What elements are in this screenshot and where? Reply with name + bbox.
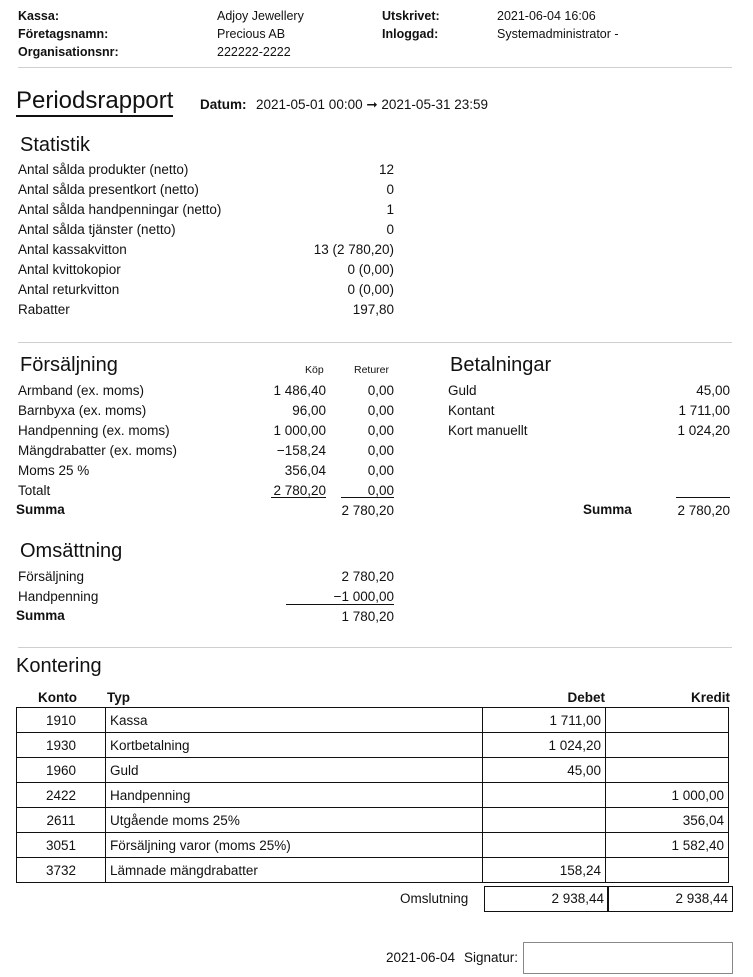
inloggad-value: Systemadministrator - <box>497 27 619 41</box>
statistik-divider <box>18 342 732 343</box>
stat-row-label: Antal sålda produkter (netto) <box>18 162 189 177</box>
stat-row-value: 0 <box>386 182 394 197</box>
table-row <box>17 733 729 758</box>
omsattning-row-value: 2 780,20 <box>341 569 394 584</box>
stat-row-value: 13 (2 780,20) <box>313 242 394 257</box>
table-row <box>17 758 729 783</box>
signatur-label: Signatur: <box>464 950 519 965</box>
utskrivet-label: Utskrivet: <box>382 9 440 23</box>
betalning-row-value: 1 024,20 <box>677 423 730 438</box>
forsaljning-row-returer: 0,00 <box>367 423 394 438</box>
stat-row-value: 12 <box>378 162 394 177</box>
omsattning-divider <box>18 647 732 648</box>
signature-box[interactable] <box>523 942 733 974</box>
forsaljning-row-returer: 0,00 <box>367 463 394 478</box>
kontering-cell-debet: 158,24 <box>483 858 606 883</box>
stat-row-label: Antal returkvitton <box>18 282 120 297</box>
org-label: Organisationsnr: <box>18 45 119 59</box>
forsaljning-row-kop: 2 780,20 <box>273 483 326 498</box>
kontering-cell-kredit <box>606 708 729 733</box>
kontering-cell-debet <box>483 808 606 833</box>
table-row <box>17 833 729 858</box>
inloggad-label: Inloggad: <box>382 27 439 41</box>
debet-header: Debet <box>567 690 605 705</box>
kontering-cell-konto: 2611 <box>17 808 106 833</box>
omsattning-summa-value: 1 780,20 <box>341 609 394 624</box>
kassa-label: Kassa: <box>18 9 59 23</box>
betalningar-summa-value: 2 780,20 <box>677 503 730 518</box>
stat-row-label: Antal kassakvitton <box>18 242 127 257</box>
stat-row-label: Rabatter <box>18 302 70 317</box>
returer-total-line <box>341 497 394 498</box>
stat-row-label: Antal sålda handpenningar (netto) <box>18 202 222 217</box>
org-value: 222222-2222 <box>217 45 291 59</box>
forsaljning-row-kop: 356,04 <box>284 463 326 478</box>
kontering-cell-konto: 1960 <box>17 758 106 783</box>
omsattning-summa-label: Summa <box>16 608 65 623</box>
stat-row-label: Antal sålda tjänster (netto) <box>18 222 176 237</box>
kontering-cell-kredit: 1 000,00 <box>606 783 729 808</box>
kontering-cell-kredit <box>606 858 729 883</box>
kontering-cell-konto: 2422 <box>17 783 106 808</box>
stat-row-value: 1 <box>386 202 394 217</box>
kontering-cell-kredit <box>606 733 729 758</box>
kontering-cell-typ: Handpenning <box>106 783 483 808</box>
omslutning-label: Omslutning <box>400 891 469 906</box>
forsaljning-row-kop: 1 486,40 <box>273 383 326 398</box>
kontering-cell-debet: 1 024,20 <box>483 733 606 758</box>
forsaljning-row-label: Barnbyxa (ex. moms) <box>18 403 147 418</box>
statistik-heading: Statistik <box>20 134 91 156</box>
forsaljning-row-label: Moms 25 % <box>18 463 90 478</box>
col-kop-header: Köp <box>305 364 324 376</box>
forsaljning-row-kop: 1 000,00 <box>273 423 326 438</box>
forsaljning-summa-label: Summa <box>16 502 65 517</box>
table-row <box>17 708 729 733</box>
stat-row-value: 0 <box>386 222 394 237</box>
stat-row-value: 0 (0,00) <box>347 282 394 297</box>
kassa-value: Adjoy Jewellery <box>217 9 304 23</box>
omsattning-row-value: −1 000,00 <box>333 589 394 604</box>
foretag-value: Precious AB <box>217 27 286 41</box>
forsaljning-heading: Försäljning <box>20 354 118 376</box>
forsaljning-row-kop: 96,00 <box>292 403 326 418</box>
page-title: Periodsrapport <box>16 88 173 117</box>
kontering-cell-konto: 3732 <box>17 858 106 883</box>
omsattning-row-label: Försäljning <box>18 569 85 584</box>
kontering-cell-debet: 1 711,00 <box>483 708 606 733</box>
kontering-heading: Kontering <box>16 655 102 677</box>
table-row <box>17 808 729 833</box>
omsattning-total-line <box>286 604 394 605</box>
omsattning-heading: Omsättning <box>20 540 123 562</box>
forsaljning-row-returer: 0,00 <box>367 403 394 418</box>
forsaljning-summa-value: 2 780,20 <box>341 503 394 518</box>
betalningar-total-line <box>676 497 730 498</box>
kontering-cell-kredit: 356,04 <box>606 808 729 833</box>
omslutning-debet: 2 938,44 <box>551 891 604 906</box>
kontering-cell-kredit: 1 582,40 <box>606 833 729 858</box>
stat-row-label: Antal kvittokopior <box>18 262 121 277</box>
utskrivet-value: 2021-06-04 16:06 <box>497 9 596 23</box>
betalning-row-value: 45,00 <box>696 383 730 398</box>
forsaljning-row-returer: 0,00 <box>367 483 394 498</box>
table-row <box>17 858 729 883</box>
footer-date: 2021-06-04 <box>386 950 456 965</box>
stat-row-value: 0 (0,00) <box>347 262 394 277</box>
datum-label: Datum: <box>200 97 247 112</box>
omsattning-row-label: Handpenning <box>18 589 99 604</box>
betalning-row-label: Guld <box>448 383 477 398</box>
typ-header: Typ <box>107 690 130 705</box>
foretag-label: Företagsnamn: <box>18 27 109 41</box>
kontering-cell-debet: 45,00 <box>483 758 606 783</box>
kontering-cell-typ: Guld <box>106 758 483 783</box>
kontering-cell-konto: 1930 <box>17 733 106 758</box>
betalningar-summa-label: Summa <box>583 502 632 517</box>
betalningar-heading: Betalningar <box>450 354 552 376</box>
forsaljning-row-label: Mängdrabatter (ex. moms) <box>18 443 178 458</box>
kontering-cell-debet <box>483 833 606 858</box>
forsaljning-row-label: Armband (ex. moms) <box>18 383 145 398</box>
kontering-cell-konto: 3051 <box>17 833 106 858</box>
kop-total-line <box>271 497 326 498</box>
kontering-table <box>16 707 729 883</box>
header-divider <box>18 67 732 68</box>
omslutning-kredit: 2 938,44 <box>675 891 728 906</box>
betalning-row-label: Kontant <box>448 403 495 418</box>
kontering-cell-typ: Kortbetalning <box>106 733 483 758</box>
forsaljning-row-label: Totalt <box>18 483 51 498</box>
datum-value: 2021-05-01 00:00 ➞ 2021-05-31 23:59 <box>256 97 488 112</box>
betalning-row-value: 1 711,00 <box>678 403 730 418</box>
konto-header: Konto <box>38 690 77 705</box>
forsaljning-row-returer: 0,00 <box>367 443 394 458</box>
kontering-cell-konto: 1910 <box>17 708 106 733</box>
forsaljning-row-label: Handpenning (ex. moms) <box>18 423 170 438</box>
kredit-header: Kredit <box>690 690 730 705</box>
kontering-cell-debet <box>483 783 606 808</box>
betalning-row-label: Kort manuellt <box>448 423 528 438</box>
stat-row-label: Antal sålda presentkort (netto) <box>18 182 199 197</box>
stat-row-value: 197,80 <box>352 302 394 317</box>
kontering-cell-typ: Försäljning varor (moms 25%) <box>106 833 483 858</box>
kontering-cell-typ: Lämnade mängdrabatter <box>106 858 483 883</box>
forsaljning-row-returer: 0,00 <box>367 383 394 398</box>
table-row <box>17 783 729 808</box>
kontering-cell-typ: Kassa <box>106 708 483 733</box>
col-returer-header: Returer <box>354 364 390 376</box>
kontering-cell-kredit <box>606 758 729 783</box>
kontering-cell-typ: Utgående moms 25% <box>106 808 483 833</box>
forsaljning-row-kop: −158,24 <box>276 443 326 458</box>
